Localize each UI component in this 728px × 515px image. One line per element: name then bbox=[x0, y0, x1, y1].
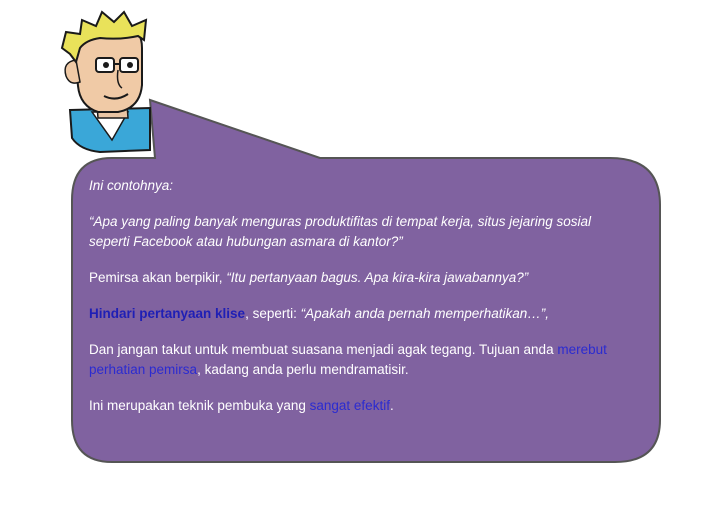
tension-highlight-1: merebut bbox=[557, 342, 607, 357]
audience-prefix: Pemirsa akan berpikir, bbox=[89, 270, 227, 285]
intro-text: Ini contohnya: bbox=[89, 178, 174, 193]
audience-quote: “Itu pertanyaan bagus. Apa kira-kira jawabannya?” bbox=[226, 270, 529, 285]
audience-paragraph bbox=[89, 268, 659, 288]
technique-text-1: Ini merupakan teknik pembuka yang bbox=[89, 398, 310, 413]
tension-text-1: Dan jangan takut untuk membuat suasana menjadi agak tegang. Tujuan anda bbox=[89, 342, 558, 357]
cliche-highlight: Hindari pertanyaan klise bbox=[89, 306, 246, 321]
intro-line bbox=[89, 176, 659, 196]
bubble-text bbox=[89, 176, 659, 432]
technique-paragraph bbox=[89, 396, 659, 416]
cliche-paragraph bbox=[89, 304, 659, 324]
technique-highlight: sangat efektif bbox=[309, 398, 390, 413]
cartoon-man-icon bbox=[62, 12, 150, 152]
quote-line-1: “Apa yang paling banyak menguras produktifitas di tempat kerja, situs jejaring sosial bbox=[89, 214, 592, 229]
quote-paragraph bbox=[89, 212, 659, 252]
technique-text-2: . bbox=[389, 398, 394, 413]
tension-text-2: , kadang anda perlu mendramatisir. bbox=[197, 362, 409, 377]
quote-line-2: seperti Facebook atau hubungan asmara di kantor?” bbox=[89, 234, 403, 249]
tension-paragraph bbox=[89, 340, 659, 380]
cliche-middle: , seperti: bbox=[245, 306, 301, 321]
cliche-quote: “Apakah anda pernah memperhatikan…”, bbox=[300, 306, 549, 321]
tension-highlight-2: perhatian pemirsa bbox=[89, 362, 198, 377]
